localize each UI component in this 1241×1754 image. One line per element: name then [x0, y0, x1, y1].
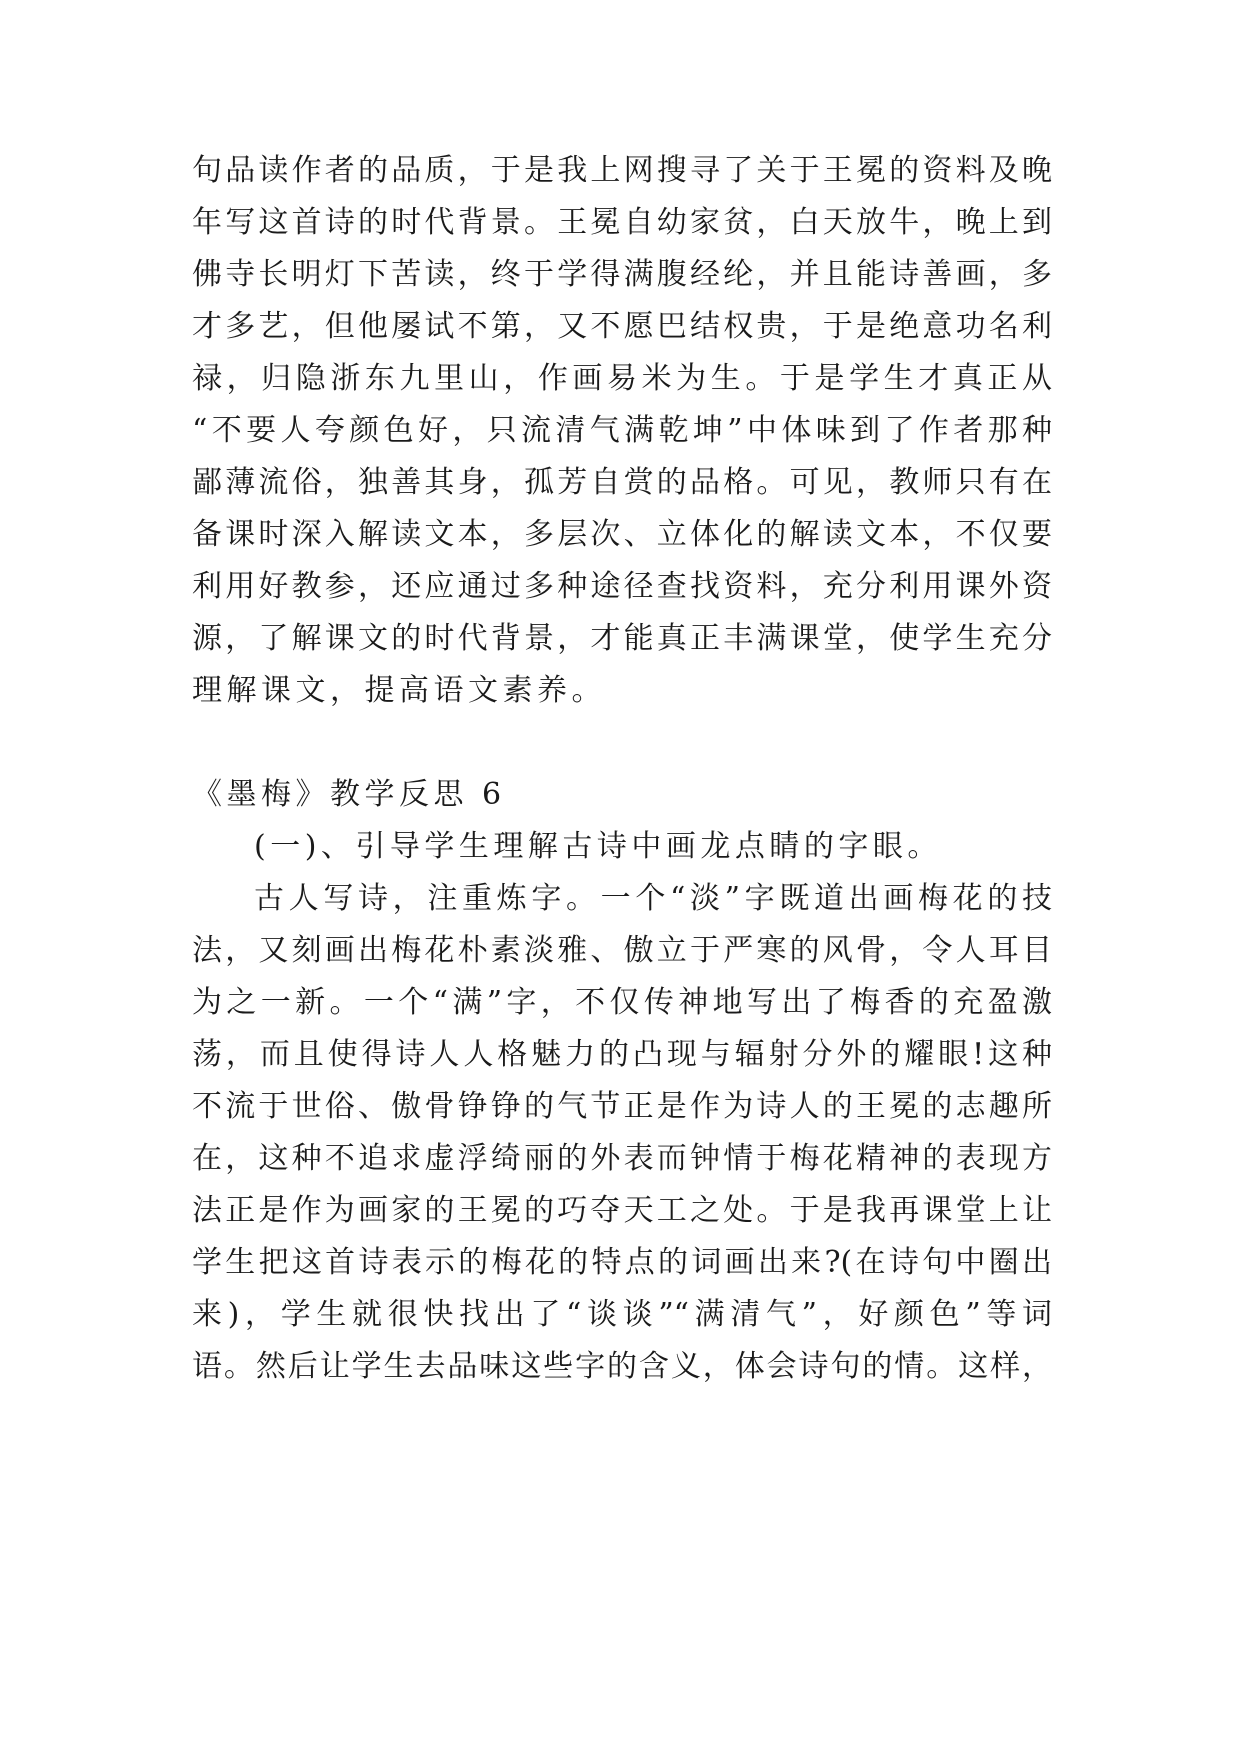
text-line: 为之一新。一个“满”字，不仅传神地写出了梅香的充盈激	[192, 985, 1052, 1020]
text-line-last: 理解课文，提高语文素养。	[192, 673, 606, 708]
text-line: 语。然后让学生去品味这些字的含义，体会诗句的情。这样，	[192, 1349, 1052, 1384]
text-line: 利用好教参，还应通过多种途径查找资料，充分利用课外资	[192, 569, 1052, 604]
text-line-first: 古人写诗，注重炼字。一个“淡”字既道出画梅花的技	[254, 881, 1052, 916]
section-title: 《墨梅》教学反思 6	[192, 777, 506, 812]
text-line: 年写这首诗的时代背景。王冕自幼家贫，白天放牛，晚上到	[192, 205, 1052, 240]
text-line: 法，又刻画出梅花朴素淡雅、傲立于严寒的风骨，令人耳目	[192, 933, 1052, 968]
text-line: 学生把这首诗表示的梅花的特点的词画出来?(在诗句中圈出	[192, 1245, 1052, 1280]
text-line: 荡，而且使得诗人人格魅力的凸现与辐射分外的耀眼!这种	[192, 1037, 1052, 1072]
text-line: 法正是作为画家的王冕的巧夺天工之处。于是我再课堂上让	[192, 1193, 1052, 1228]
text-line: 备课时深入解读文本，多层次、立体化的解读文本，不仅要	[192, 517, 1052, 552]
text-line: 鄙薄流俗，独善其身，孤芳自赏的品格。可见，教师只有在	[192, 465, 1052, 500]
text-line: 佛寺长明灯下苦读，终于学得满腹经纶，并且能诗善画，多	[192, 257, 1052, 292]
text-line: 才多艺，但他屡试不第，又不愿巴结权贵，于是绝意功名利	[192, 309, 1052, 344]
text-line: “不要人夸颜色好，只流清气满乾坤”中体味到了作者那种	[192, 413, 1052, 448]
text-line: 来)，学生就很快找出了“谈谈”“满清气”，好颜色”等词	[192, 1297, 1052, 1332]
subheading: (一)、引导学生理解古诗中画龙点睛的字眼。	[254, 829, 942, 864]
text-line: 禄，归隐浙东九里山，作画易米为生。于是学生才真正从	[192, 361, 1052, 396]
text-line: 源，了解课文的时代背景，才能真正丰满课堂，使学生充分	[192, 621, 1052, 656]
text-line: 句品读作者的品质，于是我上网搜寻了关于王冕的资料及晚	[192, 153, 1052, 188]
text-line: 在，这种不追求虚浮绮丽的外表而钟情于梅花精神的表现方	[192, 1141, 1052, 1176]
text-line: 不流于世俗、傲骨铮铮的气节正是作为诗人的王冕的志趣所	[192, 1089, 1052, 1124]
